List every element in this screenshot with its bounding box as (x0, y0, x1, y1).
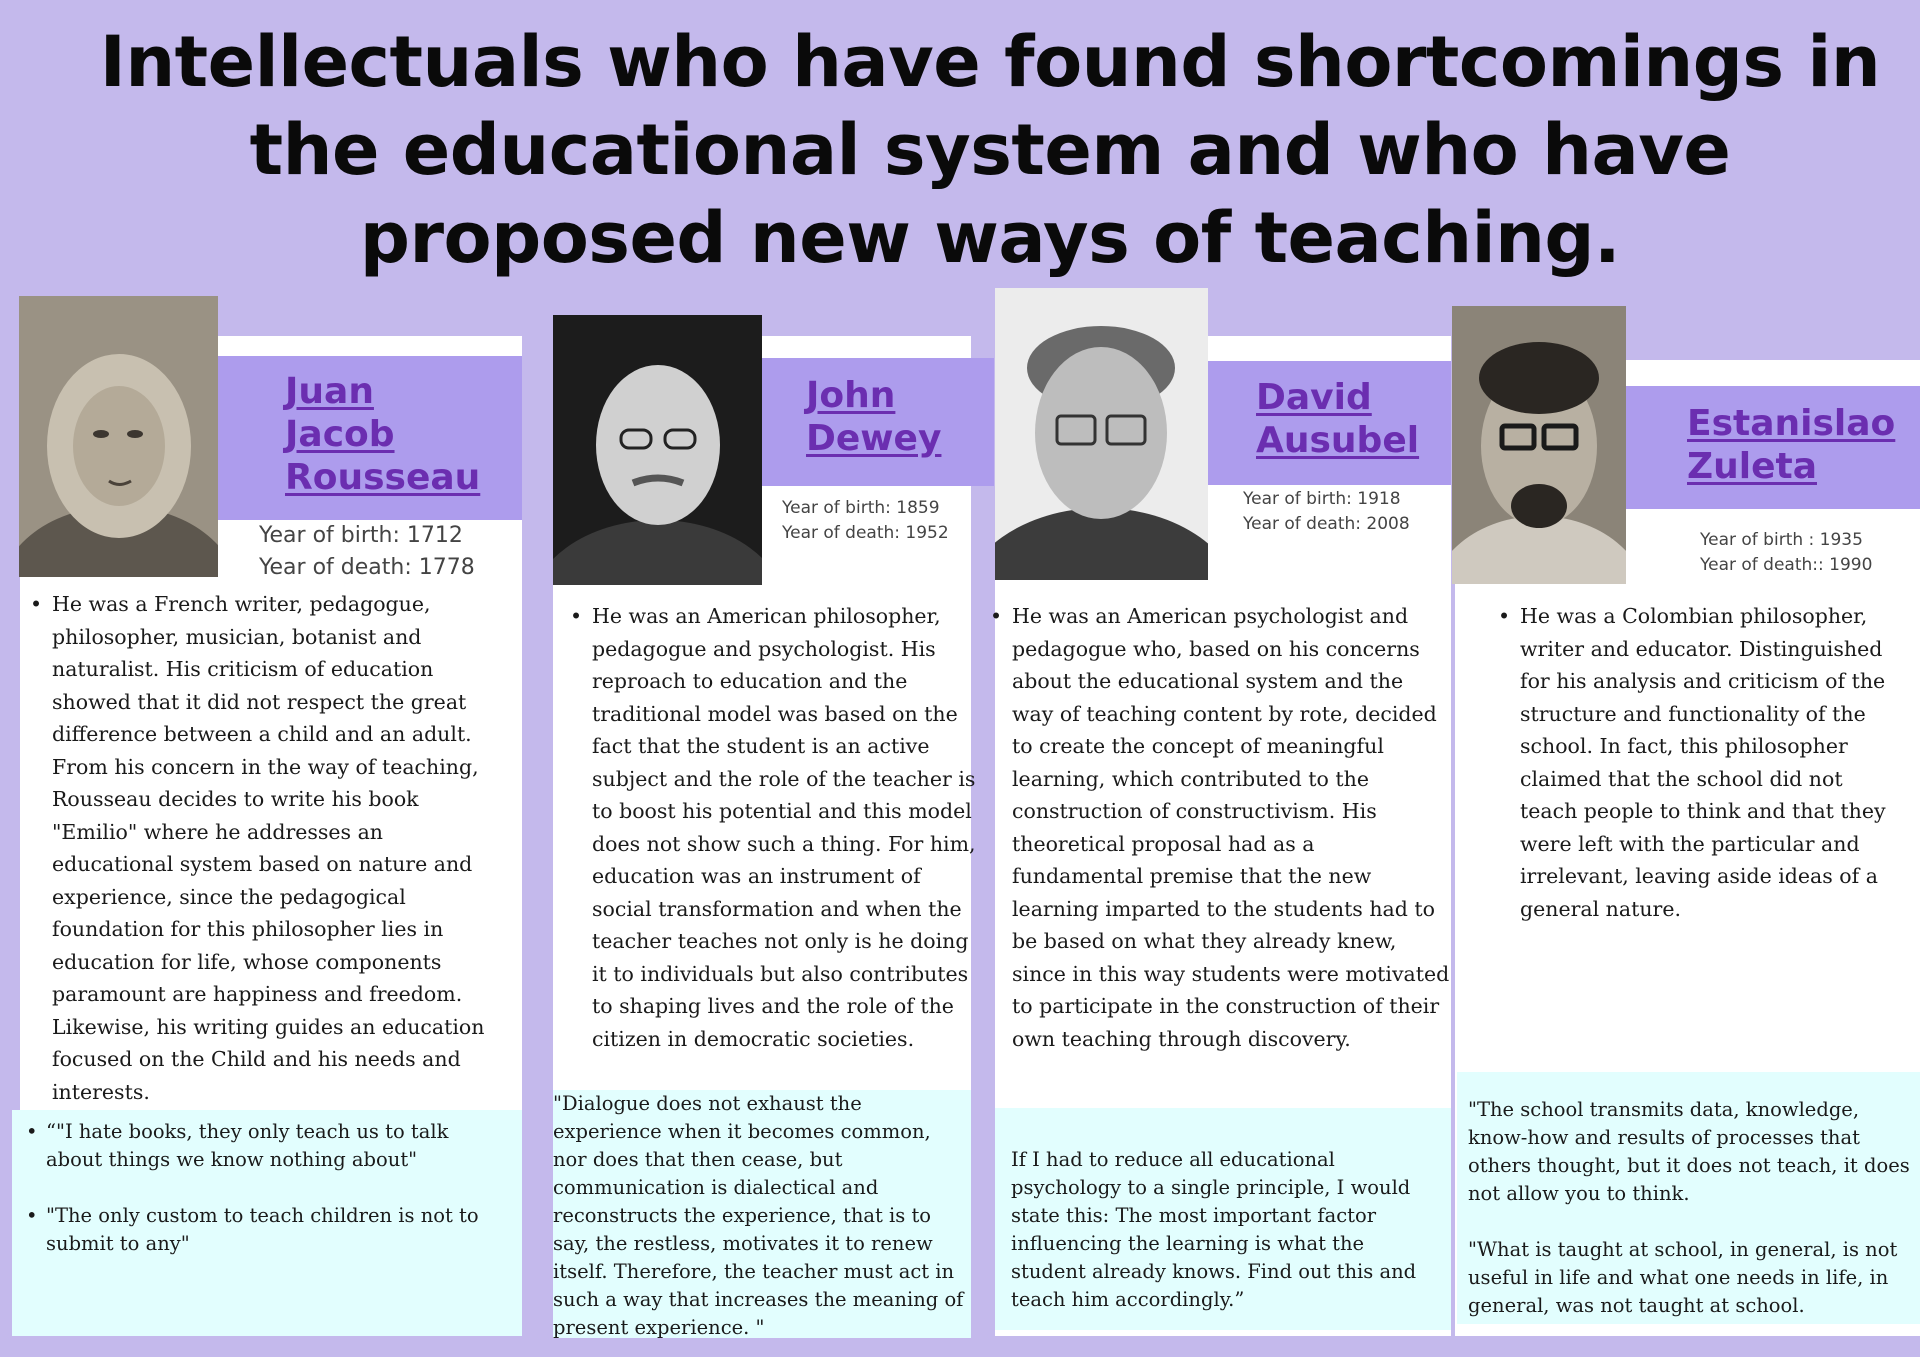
quote-item: • “"I hate books, they only teach us to talk about things we know nothing about" (12, 1118, 502, 1174)
name-link-rousseau[interactable]: Juan Jacob Rousseau (285, 371, 481, 498)
dates-rousseau: Year of birth: 1712 Year of death: 1778 (259, 523, 475, 580)
bio-rousseau (20, 588, 510, 1108)
portrait-rousseau (19, 296, 218, 577)
quote-zuleta: "The school transmits data, knowledge, know-how and results of processes that others thought, but it does not teach, it does not allow you to think. "What is taught at school, in general, is not useful in life and what one needs in life, in general, was not taught at school. (1468, 1098, 1910, 1317)
dates-ausubel: Year of birth: 1918 Year of death: 2008 (1243, 489, 1410, 534)
quote-item: • "The only custom to teach children is not to submit to any" (12, 1202, 502, 1258)
bio-item: • He was an American psychologist and pedagogue who, based on his concerns about the educational system and the way of teaching content by rote, decided to create the concept of meaningful learning, which contributed to the construction of constructivism. His theoretical proposal had as a fundamental premise that the new learning imparted to the students had to be based on what they already knew, since in this way students were motivated to participate in the construction of their own teaching through discovery. (980, 600, 1450, 1055)
quotes-rousseau (12, 1118, 502, 1286)
name-link-dewey[interactable]: John Dewey (806, 375, 942, 459)
bio-item: • He was an American philosopher, pedagogue and psychologist. His reproach to education and the traditional model was based on the fact that the student is an active subject and the role of the teacher is to boost his potential and this model does not show such a thing. For him, education was an instrument of social transformation and when the teacher teaches not only is he doing it to individuals but also contributes to shaping lives and the role of the citizen in democratic societies. (560, 600, 980, 1055)
name-link-ausubel[interactable]: David Ausubel (1256, 377, 1420, 461)
name-link-zuleta[interactable]: Estanislao Zuleta (1687, 403, 1896, 487)
poster-title: Intellectuals who have found shortcomings in the educational system and who have proposed new ways of teaching. (99, 21, 1881, 279)
dates-zuleta: Year of birth : 1935 Year of death:: 1990 (1700, 530, 1873, 575)
bio-item: • He was a Colombian philosopher, writer and educator. Distinguished for his analysis and criticism of the structure and functionality of the school. In fact, this philosopher claimed that the school did not teach people to think and that they were left with the particular and irrelevant, leaving aside ideas of a general nature. (1488, 600, 1888, 925)
bio-item: • He was a French writer, pedagogue, philosopher, musician, botanist and naturalist. His criticism of education showed that it did not respect the great difference between a child and an adult. From his concern in the way of teaching, Rousseau decides to write his book "Emilio" where he addresses an educational system based on nature and experience, since the pedagogical foundation for this philosopher lies in education for life, whose components paramount are happiness and freedom. Likewise, his writing guides an education focused on the Child and his needs and interests. (20, 588, 510, 1108)
dates-dewey: Year of birth: 1859 Year of death: 1952 (782, 498, 949, 543)
bio-ausubel (980, 600, 1450, 1055)
quote-ausubel: If I had to reduce all educational psychology to a single principle, I would state this: The most important factor influencing the learning is what the student already knows. Find out this and teach him accordingly.” (1011, 1148, 1417, 1311)
portrait-ausubel (995, 288, 1208, 580)
quote-dewey: "Dialogue does not exhaust the experience when it becomes common, nor does that then cease, but communication is dialectical and reconstructs the experience, that is to say, the restless, motivates it to renew itself. Therefore, the teacher must act in such a way that increases the meaning of present experience. " (553, 1092, 964, 1339)
bio-zuleta (1488, 600, 1888, 925)
portrait-dewey (553, 315, 762, 585)
portrait-zuleta (1452, 306, 1626, 584)
bio-dewey (560, 600, 980, 1055)
